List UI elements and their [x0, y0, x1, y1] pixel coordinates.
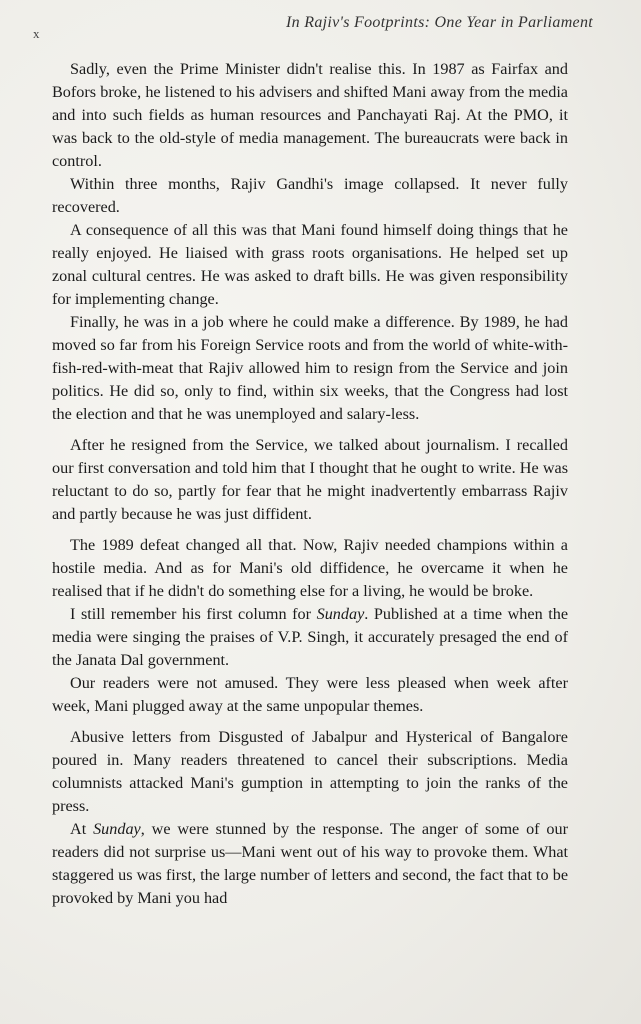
- paragraph-7-italic: Sunday: [316, 605, 365, 623]
- paragraph-10-italic: Sunday: [93, 820, 141, 838]
- paragraph-4: Finally, he was in a job where he could make a difference. By 1989, he had moved so far from his Foreign Service roots and from the world of white-with-fish-red-with-meat that Rajiv allowed him to resign from the Service and join politics. He did so, only to find, within six weeks, that the Congress had lost the election and that he was unemployed and salary-less.: [52, 313, 568, 423]
- paragraph-10: [52, 818, 568, 910]
- paragraph-8: Our readers were not amused. They were less pleased when week after week, Mani plugged away at the same unpopular themes.: [52, 674, 568, 715]
- paragraph-10-text-b: , we were stunned by the response. The anger of some of our readers did not surprise us—Mani went out of his way to provoke them. What staggered us was first, the large number of letters and second, the fact that to be provoked by Mani you had: [52, 820, 569, 907]
- paragraph-6: The 1989 defeat changed all that. Now, Rajiv needed champions within a hostile media. And as for Mani's old diffidence, he overcame it when he realised that if he didn't do something else for a living, he would be broke.: [52, 536, 568, 600]
- paragraph-1: Sadly, even the Prime Minister didn't realise this. In 1987 as Fairfax and Bofors broke, he listened to his advisers and shifted Mani away from the media and into such fields as human resources and Panchayati Raj. At the PMO, it was back to the old-style of media management. The bureaucrats were back in control.: [52, 60, 568, 170]
- body-text: [52, 58, 568, 910]
- paragraph-7-text-b: . Published at a time when the media were singing the praises of V.P. Singh, it accurately presaged the end of the Janata Dal government.: [52, 605, 568, 669]
- page-mark: x: [33, 26, 40, 41]
- paragraph-2: Within three months, Rajiv Gandhi's image collapsed. It never fully recovered.: [52, 175, 568, 216]
- paragraph-10-text-a: At: [70, 820, 94, 838]
- paragraph-5: After he resigned from the Service, we talked about journalism. I recalled our first conversation and told him that I thought that he ought to write. He was reluctant to do so, partly for fear that he might inadvertently embarrass Rajiv and partly because he was just diffident.: [52, 436, 568, 523]
- running-head-title: In Rajiv's Footprints: One Year in Parliament: [286, 14, 593, 31]
- paragraph-7: [52, 603, 568, 672]
- paragraph-7-text-a: I still remember his first column for: [70, 605, 317, 623]
- paragraph-3: A consequence of all this was that Mani found himself doing things that he really enjoyed. He liaised with grass roots organisations. He helped set up zonal cultural centres. He was asked to draft bills. He was given responsibility for implementing change.: [52, 221, 568, 308]
- paragraph-9: Abusive letters from Disgusted of Jabalpur and Hysterical of Bangalore poured in. Many readers threatened to cancel their subscriptions. Media columnists attacked Mani's gumption in attempting to join the ranks of the press.: [52, 728, 568, 815]
